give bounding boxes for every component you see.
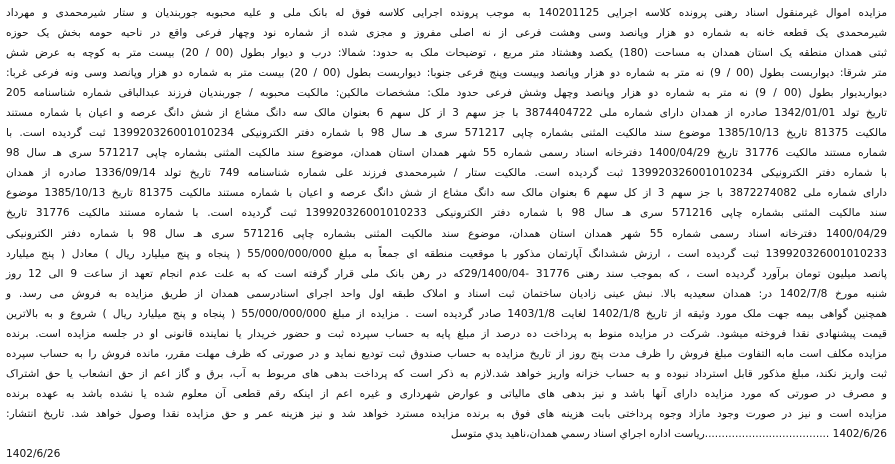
notice-line-20: و مصرف در صورتی که مورد مزایده دارای آنها باشد و نیز بدهی های مالیاتی و عوارض شهرداری و غیره اعم از اینکه رقم قطعی آن معلوم شده یا نشده باشد به عهده برنده [6, 387, 887, 400]
notice-signature-line: 1402/6/26 .....................................رياست اداره اجراي اسناد رسمي همدان،ناهيد يدي متوسل [450, 427, 887, 440]
notice-line-1: مزایده اموال غیرمنقول اسناد رهنی پرونده کلاسه اجرایی 140201125 به موجب پرونده اجرایی کلاسه فوق له بانک ملی و علیه محبوبه جوربندیان و ستار شیرمحمدی و مهرداد [6, 7, 887, 19]
notice-line-12: 1400/04/29 دفترخانه اسناد رسمی شماره 55 شهر همدان استان همدان، موضوع سند مالکیت المثنی بشماره چاپی 571216 سری هـ سال 98 با شماره دفتر الکترونیکی [6, 227, 887, 240]
notice-line-11: سند مالکیت المثنی بشماره چاپی 571216 سری هـ سال 98 با شماره دفتر الکترونیکی 139920326001010233 ثبت گردیده است. با شماره مستند مالکیت 31776 تاریخ [6, 207, 887, 220]
notice-line-21: مزایده است و نیز در صورت وجود مازاد وجوه پرداختی بابت هزینه های فوق به برنده مزایده مسترد خواهد شد و نیز هزینه عمر و حق مزایده نقدا وصول خواهد شد. تاریخ انتشار: [6, 407, 887, 420]
notice-line-13: 139920326001010233 ثبت گردیده است ، ارزش ششدانگ آپارتمان مذکور با موقعیت منطقه ای جمعاً به مبلغ 55/000/000/000 ( پنجاه و پنج میلیارد ریال ) معادل ( پنج میلیارد [6, 247, 887, 260]
notice-line-8: شماره مستند مالکیت 31776 تاریخ 1400/04/29 دفترخانه اسناد رسمی شماره 55 شهر همدان استان همدان، موضوع سند مالکیت المثنی بشماره چاپی 571217 سری هـ سال 98 [6, 147, 887, 160]
notice-line-19: ثبت واریز نکند، مبلغ مذکور قابل استرداد نبوده و به حساب خزانه واریز خواهد شد.لازم به ذکر است که پرداخت بدهی های مربوط به آب، برق و گاز اعم از حق انشعاب یا حق اشتراک [6, 367, 887, 380]
notice-line-14: پانصد میلیون تومان برآورد گردیده است ، که بموجب سند رهنی 31776 -29/1400/04که در رهن بانک ملی قرار گرفته است که به علت عدم انجام تعهد از ساعت 9 الی 12 روز [6, 267, 887, 280]
notice-line-9: با شماره دفتر الکترونیکی 139920326001010234 ثبت گردیده است. مالکیت ستار / شیرمحمدی فرزند علی شماره شناسنامه 749 تاریخ تولد 1336/09/14 صادره از همدان [6, 167, 887, 180]
notice-line-4: متر شرقا: دیواربست بطول (00 / 9) نه متر به شماره دو هزار وپانصد وبیست وپنج فرعی جنوبا: دیواربست بطول (00 / 20) بیست متر به شماره دو هزار وپانصد وسی ونه فرعی غربا: [6, 67, 888, 80]
publish-date: 1402/6/26 [6, 448, 61, 461]
notice-line-2: شیرمحمدی یک قطعه خانه به شماره دو هزار وپانصد وسی وهشت فرعی از نه اصلی مفروز و مجزی شده از شماره نود وچهار فرعی واقع در ناحیه حومه بخش یک حوزه [6, 27, 887, 40]
notice-line-15: شنبه مورخ 1402/7/8 در: همدان سعیدیه بالا. نبش عینی زادیان ساختمان ثبت اسناد و املاک طبقه اول واحد اجرای اسنادرسمی همدان از طریق مزایده به فروش می رسد. و [6, 287, 887, 300]
notice-line-6: تاریخ تولد 1342/01/01 صادره از همدان دارای شماره ملی 3874404722 با جز سهم 3 از کل سهم 6 بعنوان مالک سه دانگ مشاع از شش دانگ عرصه و اعیان با شماره مستند [6, 107, 887, 120]
notice-line-18: مزایده مکلف است مابه التفاوت مبلغ فروش را ظرف مدت پنج روز از تاریخ مزایده به حساب صندوق ثبت تودیع نماید و در صورتی که ظرف مهلت مقرر، مانده فروش را به حساب سپرده [6, 347, 887, 360]
notice-line-16: همچنین گواهی بیمه جهت ملک مورد وثیقه از تاریخ 1402/1/8 لغایت 1403/1/8 صادر گردیده است . مزایده از مبلغ 55/000/000/000 ( پنجاه و پنج میلیارد ریال ) شروع و به بالاترین [6, 307, 887, 320]
notice-line-5: دیواربدیوار بطول (00 / 9) نه متر به شماره دو هزار وپانصد وچهل وشش فرعی حدود ملک: مشخصات مالکین: مالکیت محبوبه / جوربندیان فرزند عبدالباقی شماره شناسنامه 205 [6, 87, 887, 100]
notice-line-7: مالکیت 81375 تاریخ 1385/10/13 موضوع سند مالکیت المثنی بشماره چاپی 571217 سری هـ سال 98 با شماره دفتر الکترونیکی 139920326001010234 ثبت گردیده است. با [6, 127, 887, 140]
notice-line-17: قیمت پیشنهادی نقدا فروخته میشود. شرکت در مزایده منوط به پرداخت ده درصد از مبلغ پایه به حساب سپرده ثبت و حضور خریدار یا نماینده قانونی او در جلسه مزایده است. برنده [6, 327, 887, 340]
notice-line-3: ثبتی همدان منطقه یک استان همدان به مساحت (180) یکصد وهشتاد متر مربع ، توضیحات ملک به حدود: شمالا: درب و دیوار بطول (00 / 20) بیست متر به کوچه به عرض شش [6, 47, 887, 60]
notice-line-10: دارای شماره ملی 3872274082 با جز سهم 3 از کل سهم 6 بعنوان مالک سه دانگ مشاع از شش دانگ عرصه و اعیان با شماره مستند مالکیت 81375 تاریخ 1385/10/13 موضوع [6, 187, 887, 200]
